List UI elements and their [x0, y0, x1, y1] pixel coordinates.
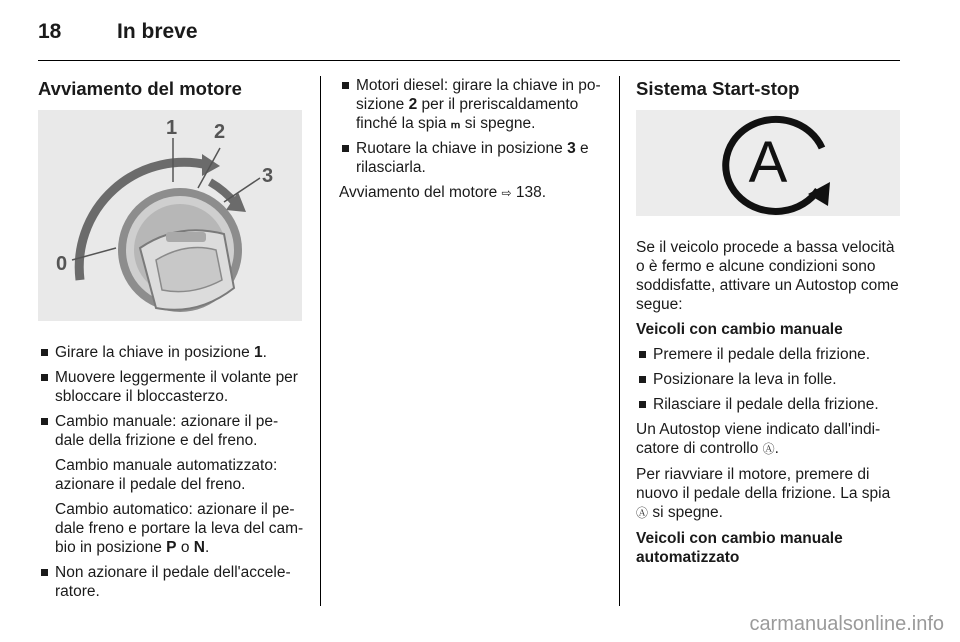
- cross-reference-page: 138.: [511, 184, 547, 201]
- key-position: 1: [254, 344, 263, 361]
- list-item: Muovere leggermente il volante per sbloccare il bloccasterzo.: [38, 368, 306, 406]
- list-item: Cambio manuale: azionare il pe- dale della frizione e del freno.: [38, 412, 306, 450]
- gear-position: P: [166, 539, 177, 556]
- watermark: carmanualsonline.info: [749, 613, 944, 635]
- autostop-indicator-icon: Ⓐ: [762, 442, 775, 456]
- column-divider-1: [320, 76, 321, 606]
- position-label-0: 0: [56, 253, 68, 275]
- list-item-text: per il preriscaldamento finché la spia: [356, 96, 579, 132]
- section-heading-start-stop: Sistema Start-stop: [636, 78, 800, 99]
- column-divider-2: [619, 76, 620, 606]
- page-title: In breve: [117, 20, 198, 43]
- paragraph-text: si spegne.: [648, 504, 723, 521]
- list-item-text: Cambio automatico: azionare il pe- dale freno e portare la leva del cam- bio in posizione: [55, 501, 304, 556]
- column-engine-start-continued: [339, 76, 607, 209]
- position-label-1: 1: [166, 117, 178, 139]
- autostop-indicator-icon: Ⓐ: [636, 506, 649, 520]
- column-start-stop: [636, 76, 904, 573]
- preheat-icon: ₘ: [450, 115, 461, 132]
- list-item: Posizionare la leva in folle.: [636, 370, 904, 389]
- page-number: 18: [38, 20, 62, 43]
- ignition-key-illustration: [38, 110, 302, 321]
- paragraph: [636, 465, 904, 523]
- list-item-text: Girare la chiave in posizione: [55, 344, 255, 361]
- autostop-symbol-illustration: [636, 110, 900, 216]
- key-position: 2: [408, 96, 418, 113]
- subheading-manual: Veicoli con cambio manuale: [636, 321, 843, 338]
- paragraph-text: .: [774, 440, 779, 457]
- list-item: [38, 343, 306, 362]
- paragraph-text: Per riavviare il motore, premere di nuovo il pedale della frizione. La spia: [636, 466, 891, 502]
- paragraph-text: Un Autostop viene indicato dall'indi- catore di controllo: [636, 421, 881, 457]
- list-item: Non azionare il pedale dell'accele- ratore.: [38, 563, 306, 601]
- list-item: [339, 139, 607, 177]
- gear-position: N: [193, 539, 205, 556]
- list-item: [339, 76, 607, 133]
- arrow-right-icon: ⇨: [501, 186, 512, 200]
- column-engine-start: [38, 76, 306, 607]
- list-subitem: [38, 500, 306, 557]
- subheading-automated-manual: Veicoli con cambio manuale automatizzato: [636, 530, 843, 566]
- list-item: Rilasciare il pedale della frizione.: [636, 395, 904, 414]
- header-divider: [38, 60, 900, 61]
- paragraph: Se il veicolo procede a bassa velocità o è fermo e alcune condizioni sono soddisfatte, attivare un Autostop come segue:: [636, 239, 899, 313]
- list-item: Premere il pedale della frizione.: [636, 345, 904, 364]
- cross-reference[interactable]: [339, 183, 607, 203]
- list-subitem: Cambio manuale automatizzato: azionare il pedale del freno.: [55, 457, 278, 493]
- list-item-text: Ruotare la chiave in posizione: [356, 140, 568, 157]
- list-item-text: .: [262, 344, 267, 361]
- list-item-text: .: [204, 539, 210, 556]
- paragraph: [636, 420, 904, 459]
- cross-reference-text: Avviamento del motore: [339, 184, 502, 201]
- list-item-text: o: [176, 539, 194, 556]
- list-item-text: Motori diesel: girare la chiave in po- sizione: [356, 77, 601, 113]
- position-label-2: 2: [214, 121, 226, 143]
- key-position: 3: [567, 140, 576, 157]
- list-item-text: e rilasciarla.: [356, 140, 589, 176]
- list-item-text: si spegne.: [460, 115, 536, 132]
- section-heading-engine-start: Avviamento del motore: [38, 78, 242, 99]
- autostop-letter: A: [748, 130, 788, 195]
- position-label-3: 3: [262, 165, 274, 187]
